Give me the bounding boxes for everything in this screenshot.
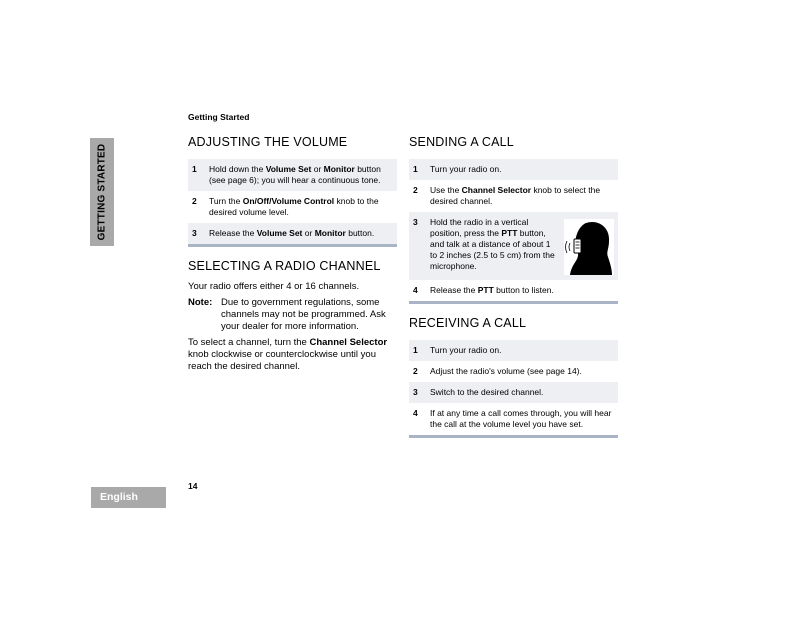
note-text: Due to government regulations, some channels may not be programmed. Ask your dealer for more information. xyxy=(221,297,386,332)
talking-into-radio-illustration xyxy=(564,219,614,275)
channel-body: To select a channel, turn the Channel Selector knob clockwise or counterclockwise until you reach the desired channel. xyxy=(188,337,388,372)
step-number: 1 xyxy=(413,164,418,174)
sending-call-steps xyxy=(409,159,618,304)
step-row xyxy=(409,361,618,382)
step-row xyxy=(409,159,618,180)
step-number: 2 xyxy=(413,185,418,195)
step-number: 2 xyxy=(192,196,197,206)
step-number: 3 xyxy=(192,228,197,238)
step-number: 3 xyxy=(413,217,418,227)
step-text: Hold the radio in a vertical position, press the PTT button, and talk at a distance of about 1 to 2 inches (2.5 to 5 cm) from the microphone. xyxy=(430,217,555,271)
step-text: Turn the On/Off/Volume Control knob to the desired volume level. xyxy=(209,196,379,217)
step-text: If at any time a call comes through, you will hear the call at the volume level you have set. xyxy=(430,408,612,429)
sending-call-heading: SENDING A CALL xyxy=(409,135,514,149)
step-text: Adjust the radio's volume (see page 14). xyxy=(430,366,582,376)
step-row xyxy=(409,180,618,212)
step-text: Switch to the desired channel. xyxy=(430,387,544,397)
receiving-call-heading: RECEIVING A CALL xyxy=(409,316,527,330)
step-number: 4 xyxy=(413,285,418,295)
side-tab-label: GETTING STARTED xyxy=(96,143,108,241)
step-text: Release the Volume Set or Monitor button. xyxy=(209,228,375,238)
step-row xyxy=(188,159,397,191)
selecting-channel-heading: SELECTING A RADIO CHANNEL xyxy=(188,259,381,273)
right-column xyxy=(409,135,618,438)
step-text: Release the PTT button to listen. xyxy=(430,285,554,295)
step-row xyxy=(409,403,618,435)
step-row xyxy=(188,223,397,244)
step-text: Turn your radio on. xyxy=(430,345,502,355)
left-column xyxy=(188,135,397,373)
step-number: 1 xyxy=(192,164,197,174)
adjusting-volume-steps xyxy=(188,159,397,247)
step-text: Turn your radio on. xyxy=(430,164,502,174)
running-head: Getting Started xyxy=(188,112,250,122)
step-number: 2 xyxy=(413,366,418,376)
step-text: Use the Channel Selector knob to select the desired channel. xyxy=(430,185,601,206)
receiving-call-steps xyxy=(409,340,618,438)
language-tab: English xyxy=(91,487,166,508)
step-number: 4 xyxy=(413,408,418,418)
step-row xyxy=(188,191,397,223)
step-text: Hold down the Volume Set or Monitor button (see page 6); you will hear a continuous tone. xyxy=(209,164,381,185)
step-number: 1 xyxy=(413,345,418,355)
step-row xyxy=(409,212,618,280)
adjusting-volume-heading: ADJUSTING THE VOLUME xyxy=(188,135,348,149)
page-number: 14 xyxy=(188,481,198,491)
step-number: 3 xyxy=(413,387,418,397)
note-label: Note: xyxy=(188,297,213,308)
channel-note xyxy=(188,297,397,333)
step-row xyxy=(409,280,618,301)
section-side-tab xyxy=(90,138,114,246)
step-row xyxy=(409,382,618,403)
channel-intro: Your radio offers either 4 or 16 channels. xyxy=(188,281,360,292)
step-row xyxy=(409,340,618,361)
